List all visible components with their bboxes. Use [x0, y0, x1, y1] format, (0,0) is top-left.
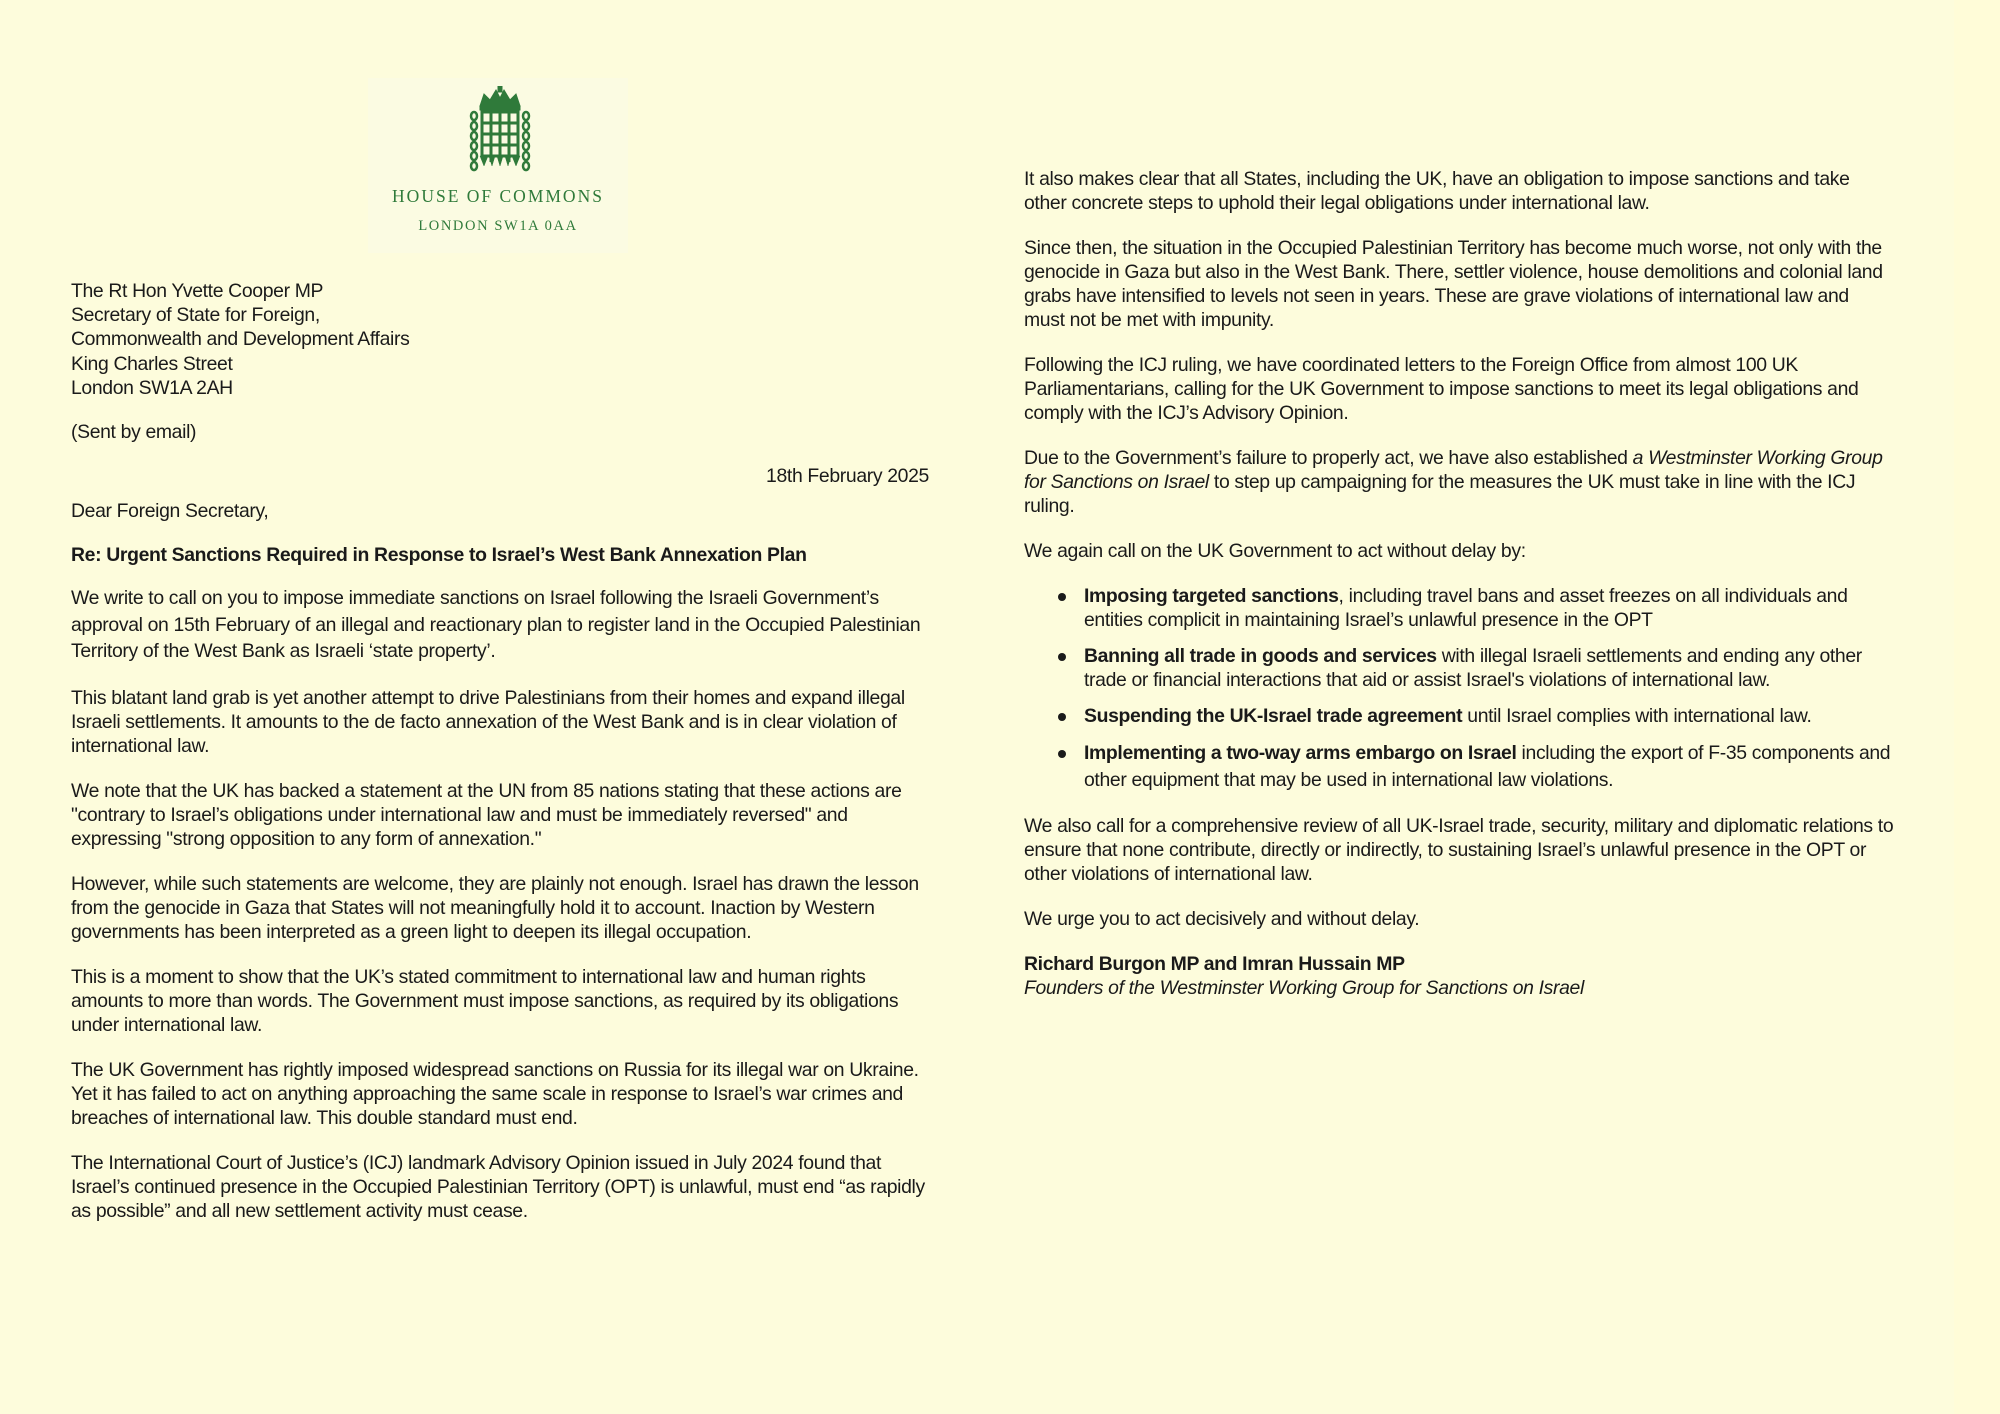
paragraph: We note that the UK has backed a statement at the UN from 85 nations stating that these actions are "contrary to Israel’s obligations under international law and must be immediately reversed" and expressing "strong opposition to any form of annexation." — [71, 779, 902, 850]
paragraph-text: to step up campaigning for the measures the UK must take in line with the ICJ ruling. — [1024, 471, 1856, 517]
demand-bold: Implementing a two-way arms embargo on Israel — [1084, 742, 1517, 764]
letter-date: 18th February 2025 — [766, 465, 929, 488]
demand-bold: Banning all trade in goods and services — [1084, 645, 1437, 667]
call-intro: We again call on the UK Government to act without delay by: — [1024, 540, 1526, 562]
recipient-line: Commonwealth and Development Affairs — [71, 328, 410, 351]
paragraph: We write to call on you to impose immediate sanctions on Israel following the Israeli Government’s approval on 15th February of an illegal and reactionary plan to register land in the Occupied Palestinian Territory of the West Bank as Israeli ‘state property’. — [71, 587, 921, 663]
demand-bold: Suspending the UK-Israel trade agreement — [1084, 705, 1463, 727]
paragraph: Since then, the situation in the Occupied Palestinian Territory has become much worse, not only with the genocide in Gaza but also in the West Bank. There, settler violence, house demolitions and colonial land grabs have intensified to levels not seen in years. These are grave violations of international law and must not be met with impunity. — [1024, 237, 1883, 331]
paragraph: However, while such statements are welcome, they are plainly not enough. Israel has drawn the lesson from the genocide in Gaza that States will not meaningfully hold it to account. Inaction by Western governments has been interpreted as a green light to deepen its illegal occupation. — [71, 872, 919, 943]
review-paragraph: We also call for a comprehensive review of all UK-Israel trade, security, military and diplomatic relations to ensure that none contribute, directly or indirectly, to sustaining Israel’s unlawful presence in the OPT or other violations of international law. — [1024, 815, 1894, 885]
paragraph: The UK Government has rightly imposed widespread sanctions on Russia for its illegal war on Ukraine. Yet it has failed to act on anything approaching the same scale in response to Israel’s war crimes and breaches of international law. This double standard must end. — [71, 1058, 919, 1129]
portcullis-crest-icon — [468, 86, 532, 172]
bullet-icon — [1058, 593, 1066, 601]
bullet-icon — [1058, 713, 1066, 721]
demand-text: , including travel bans and asset freezes on all individuals and entities complicit in maintaining Israel’s unlawful presence in the OPT — [1084, 585, 1848, 631]
letterhead — [368, 78, 628, 253]
paragraph: It also makes clear that all States, including the UK, have an obligation to impose sanctions and take other concrete steps to uphold their legal obligations under international law. — [1024, 168, 1850, 214]
demand-item — [1024, 644, 1894, 692]
signature-names: Richard Burgon MP and Imran Hussain MP — [1024, 953, 1405, 975]
right-column — [1024, 167, 1894, 1000]
working-group-name: a Westminster Working Group for Sanctions on Israel — [1024, 447, 1883, 493]
demand-text: including the export of F-35 components and other equipment that may be used in international law violations. — [1084, 742, 1891, 791]
letterhead-name: HOUSE OF COMMONS — [392, 186, 604, 206]
demand-text: with illegal Israeli settlements and ending any other trade or financial interactions that aid or assist Israel's violations of international law. — [1084, 645, 1862, 691]
paragraph: The International Court of Justice’s (ICJ) landmark Advisory Opinion issued in July 2024 found that Israel’s continued presence in the Occupied Palestinian Territory (OPT) is unlawful, must end “as rapidly as possible” and all new settlement activity must cease. — [71, 1151, 925, 1222]
recipient-line: Secretary of State for Foreign, — [71, 304, 320, 327]
left-column — [71, 279, 931, 1223]
paragraph: This is a moment to show that the UK’s stated commitment to international law and human rights amounts to more than words. The Government must impose sanctions, as required by its obligations under international law. — [71, 965, 899, 1036]
paragraph-text: Due to the Government’s failure to properly act, we have also established — [1024, 447, 1633, 469]
salutation: Dear Foreign Secretary, — [71, 500, 269, 523]
delivery-note: (Sent by email) — [71, 421, 197, 444]
recipient-line: King Charles Street — [71, 352, 233, 375]
paragraph: This blatant land grab is yet another attempt to drive Palestinians from their homes and expand illegal Israeli settlements. It amounts to the de facto annexation of the West Bank and is in clear violation of international law. — [71, 686, 905, 757]
paragraph: Following the ICJ ruling, we have coordinated letters to the Foreign Office from almost 100 UK Parliamentarians, calling for the UK Government to impose sanctions to meet its legal obligations and comply with the ICJ’s Advisory Opinion. — [1024, 354, 1859, 424]
bullet-icon — [1058, 750, 1066, 758]
demands-list — [1024, 584, 1894, 794]
demand-bold: Imposing targeted sanctions — [1084, 585, 1339, 607]
recipient-address — [71, 279, 931, 400]
letterhead-address: LONDON SW1A 0AA — [418, 218, 578, 234]
demand-item — [1024, 704, 1894, 728]
subject-line: Re: Urgent Sanctions Required in Response to Israel’s West Bank Annexation Plan — [71, 544, 807, 567]
demand-item — [1024, 584, 1894, 632]
signature-title: Founders of the Westminster Working Group for Sanctions on Israel — [1024, 977, 1584, 999]
demand-item — [1024, 740, 1894, 794]
demand-text: until Israel complies with international law. — [1462, 705, 1812, 727]
closing: We urge you to act decisively and without delay. — [1024, 908, 1420, 930]
recipient-line: London SW1A 2AH — [71, 376, 233, 399]
working-group-paragraph — [1024, 446, 1894, 518]
bullet-icon — [1058, 653, 1066, 661]
page-edge — [1954, 0, 2000, 1414]
recipient-line: The Rt Hon Yvette Cooper MP — [71, 280, 324, 302]
